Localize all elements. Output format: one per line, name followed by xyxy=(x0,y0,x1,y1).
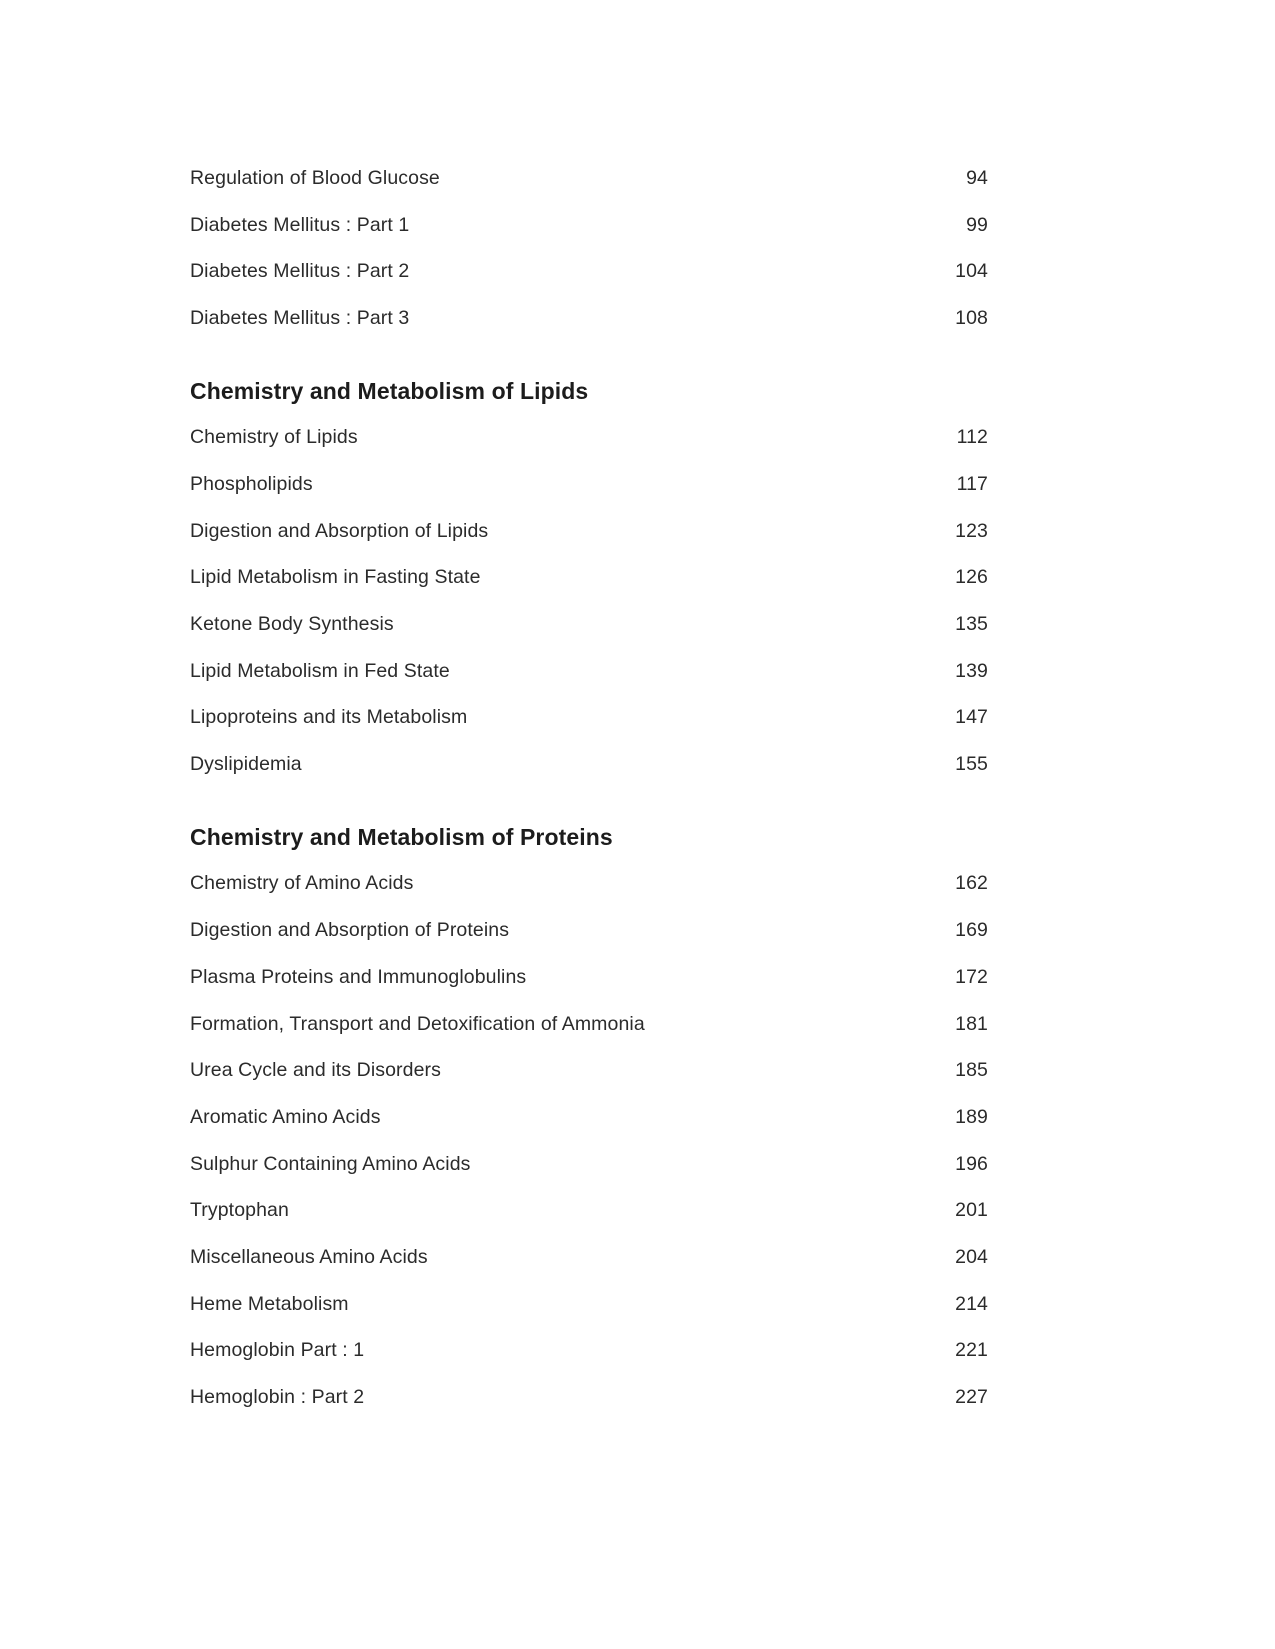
toc-entry xyxy=(190,1374,988,1421)
toc-entry-title: Diabetes Mellitus : Part 1 xyxy=(190,213,410,236)
toc-entry-title: Urea Cycle and its Disorders xyxy=(190,1059,441,1082)
toc-entry-page-number: 162 xyxy=(955,872,988,895)
toc-entry xyxy=(190,1234,988,1281)
toc-entry-page-number: 227 xyxy=(955,1386,988,1409)
toc-entry-page-number: 172 xyxy=(955,965,988,988)
toc-entry-page-number: 221 xyxy=(955,1339,988,1362)
toc-entry-page-number: 147 xyxy=(955,706,988,729)
toc-section-heading: Chemistry and Metabolism of Lipids xyxy=(190,377,589,404)
toc-entry xyxy=(190,1047,988,1094)
toc-entry-title: Plasma Proteins and Immunoglobulins xyxy=(190,965,527,988)
toc-entry-title: Hemoglobin Part : 1 xyxy=(190,1339,365,1362)
toc-entry-page-number: 189 xyxy=(955,1105,988,1128)
toc-entry xyxy=(190,555,988,602)
toc-entry-title: Phospholipids xyxy=(190,472,313,495)
toc-entry-page-number: 104 xyxy=(955,260,988,283)
toc-entry-page-number: 196 xyxy=(955,1152,988,1175)
toc-entry xyxy=(190,461,988,508)
toc-entry xyxy=(190,954,988,1001)
toc-entry xyxy=(190,508,988,555)
toc-entry xyxy=(190,861,988,908)
toc-entry-title: Lipid Metabolism in Fasting State xyxy=(190,566,481,589)
toc-entry-title: Ketone Body Synthesis xyxy=(190,613,394,636)
toc-entry-page-number: 185 xyxy=(955,1059,988,1082)
toc-entry-title: Chemistry of Lipids xyxy=(190,426,358,449)
toc-entry-page-number: 204 xyxy=(955,1245,988,1268)
toc-entry-title: Digestion and Absorption of Lipids xyxy=(190,519,489,542)
toc-entry xyxy=(190,1094,988,1141)
toc xyxy=(190,155,988,1421)
toc-entry-title: Sulphur Containing Amino Acids xyxy=(190,1152,471,1175)
toc-entry xyxy=(190,1328,988,1375)
toc-entry-title: Aromatic Amino Acids xyxy=(190,1105,381,1128)
toc-entry-page-number: 139 xyxy=(955,659,988,682)
toc-entry-page-number: 112 xyxy=(956,426,988,449)
toc-entry-page-number: 181 xyxy=(955,1012,988,1035)
toc-entry-page-number: 201 xyxy=(955,1199,988,1222)
toc-entry xyxy=(190,601,988,648)
toc-entry xyxy=(190,202,988,249)
toc-entry-page-number: 117 xyxy=(956,472,988,495)
toc-entry-page-number: 94 xyxy=(966,166,988,189)
toc-entry-page-number: 99 xyxy=(966,213,988,236)
toc-entry-title: Chemistry of Amino Acids xyxy=(190,872,414,895)
toc-entry-title: Hemoglobin : Part 2 xyxy=(190,1386,365,1409)
toc-entry xyxy=(190,1001,988,1048)
toc-entry xyxy=(190,1141,988,1188)
toc-entry xyxy=(190,741,988,788)
toc-entry xyxy=(190,695,988,742)
toc-entry-title: Digestion and Absorption of Proteins xyxy=(190,919,510,942)
toc-section-heading: Chemistry and Metabolism of Proteins xyxy=(190,823,613,850)
toc-entry xyxy=(190,1187,988,1234)
toc-entry xyxy=(190,414,988,461)
toc-entry-page-number: 135 xyxy=(955,613,988,636)
toc-entry-title: Lipid Metabolism in Fed State xyxy=(190,659,450,682)
toc-entry-title: Dyslipidemia xyxy=(190,753,302,776)
toc-entry-title: Diabetes Mellitus : Part 3 xyxy=(190,306,410,329)
toc-entry-page-number: 108 xyxy=(955,306,988,329)
toc-entry-title: Heme Metabolism xyxy=(190,1292,349,1315)
toc-entry-page-number: 214 xyxy=(955,1292,988,1315)
toc-entry-title: Miscellaneous Amino Acids xyxy=(190,1245,428,1268)
toc-entry-page-number: 126 xyxy=(955,566,988,589)
toc-entry xyxy=(190,295,988,342)
toc-entry xyxy=(190,648,988,695)
toc-entry-title: Tryptophan xyxy=(190,1199,289,1222)
toc-entry xyxy=(190,1281,988,1328)
toc-entry-page-number: 123 xyxy=(955,519,988,542)
toc-entry xyxy=(190,907,988,954)
toc-entry-page-number: 169 xyxy=(955,919,988,942)
toc-entry-title: Formation, Transport and Detoxification of Ammonia xyxy=(190,1012,645,1035)
toc-entry-title: Diabetes Mellitus : Part 2 xyxy=(190,260,410,283)
toc-entry-page-number: 155 xyxy=(955,753,988,776)
toc-entry xyxy=(190,155,988,202)
toc-entry-title: Regulation of Blood Glucose xyxy=(190,166,440,189)
toc-entry xyxy=(190,248,988,295)
toc-entry-title: Lipoproteins and its Metabolism xyxy=(190,706,468,729)
